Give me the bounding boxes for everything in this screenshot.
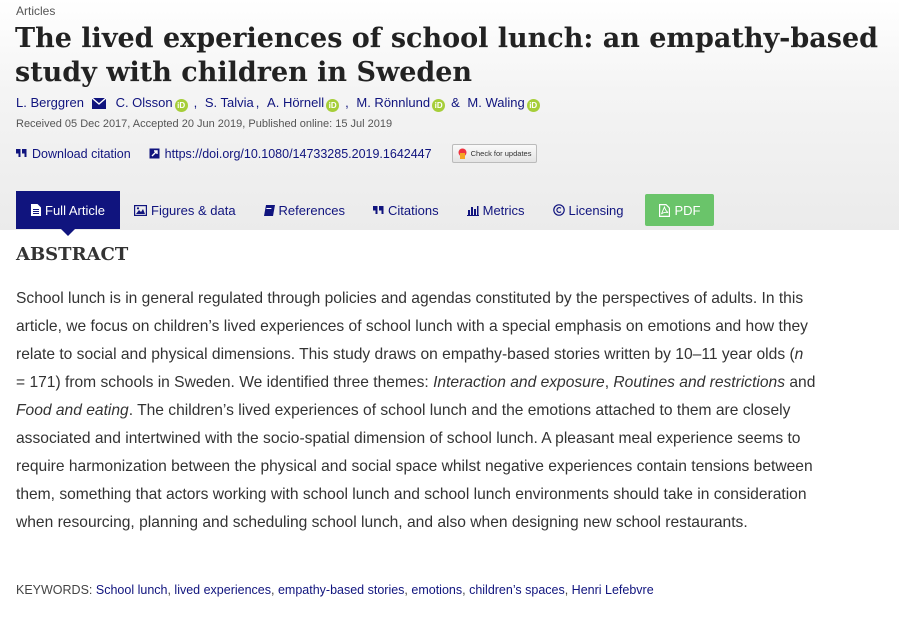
quote-icon	[16, 149, 27, 158]
tab-label[interactable]: Metrics	[482, 202, 525, 218]
keyword-link[interactable]: Henri Lefebvre	[571, 583, 654, 597]
article-links	[16, 144, 537, 163]
abstract-segment: and	[785, 374, 816, 391]
author-link[interactable]	[267, 95, 343, 112]
abstract-variable: n	[794, 346, 804, 363]
orcid-icon[interactable]: iD	[527, 99, 540, 112]
quote-icon	[373, 206, 384, 215]
check-for-updates-label[interactable]: Check for updates	[470, 149, 532, 158]
abstract-text	[16, 285, 816, 537]
mail-icon[interactable]	[92, 97, 106, 112]
orcid-icon[interactable]: iD	[326, 99, 339, 112]
tab-figures-data[interactable]	[120, 191, 250, 229]
tab-label[interactable]: References	[278, 202, 346, 218]
doi-link[interactable]	[149, 147, 432, 161]
author-link[interactable]	[205, 95, 254, 110]
author-name[interactable]: A. Hörnell	[267, 95, 325, 110]
author-separator: ,	[193, 95, 198, 110]
abstract-theme: Food and eating	[16, 402, 129, 419]
tab-licensing[interactable]	[539, 191, 638, 229]
abstract-segment: ,	[604, 374, 614, 391]
article-title: The lived experiences of school lunch: an empathy-based study with children in Sweden	[15, 23, 878, 88]
book-icon	[264, 205, 275, 216]
abstract-segment: . The children’s lived experiences of school lunch and the emotions attached to them are closely associated and intertwined with the socio-spatial dimension of school lunch. A pleasant meal experience seems to require harmonization between the physical and social space whilst negative experiences contain tensions between them, something that actors working with school lunch and school lunch environments should take in consideration when resourcing, planning and scheduling school lunch, and also when designing new school restaurants.	[16, 402, 813, 531]
author-name[interactable]: L. Berggren	[16, 95, 84, 110]
orcid-icon[interactable]: iD	[432, 99, 445, 112]
tab-label[interactable]: Full Article	[45, 202, 105, 218]
publication-history: Received 05 Dec 2017, Accepted 20 Jun 2019, Published online: 15 Jul 2019	[16, 118, 393, 130]
keyword-link[interactable]: lived experiences	[174, 583, 272, 597]
keyword-link[interactable]: School lunch	[95, 583, 168, 597]
abstract-theme: Routines and restrictions	[613, 374, 786, 391]
document-icon	[31, 204, 41, 216]
author-name[interactable]: C. Olsson	[115, 95, 173, 110]
abstract-segment: = 171) from schools in Sweden. We identified three themes:	[16, 374, 434, 391]
tab-pdf[interactable]	[645, 194, 714, 226]
author-link[interactable]	[467, 95, 543, 112]
image-icon	[134, 205, 147, 216]
tab-full-article[interactable]	[16, 191, 120, 229]
author-name[interactable]: S. Talvia	[204, 95, 254, 110]
tab-label[interactable]: Licensing	[568, 202, 624, 218]
author-link[interactable]	[16, 95, 84, 110]
author-list	[16, 95, 546, 112]
bar-chart-icon	[467, 205, 479, 216]
abstract-segment: School lunch is in general regulated through policies and agendas constituted by the perspectives of adults. In this article, we focus on children’s lived experiences of school lunch with a special emphasis on emotions and how they relate to social and physical dimensions. This study draws on empathy-based stories written by 10–11 year olds (	[16, 290, 808, 363]
download-citation-label[interactable]: Download citation	[32, 146, 131, 161]
external-link-icon	[149, 148, 160, 159]
keyword-link[interactable]: emotions	[411, 583, 463, 597]
author-link[interactable]	[356, 95, 449, 112]
abstract-heading: ABSTRACT	[16, 244, 129, 265]
tab-metrics[interactable]	[453, 191, 539, 229]
tab-citations[interactable]	[359, 191, 453, 229]
doi-label[interactable]: https://doi.org/10.1080/14733285.2019.1642447	[164, 146, 432, 161]
pdf-icon	[659, 204, 670, 217]
download-citation-link[interactable]	[16, 147, 131, 161]
tab-label[interactable]: Citations	[388, 202, 439, 218]
author-name[interactable]: M. Waling	[467, 95, 525, 110]
crossmark-icon	[458, 148, 467, 159]
author-name[interactable]: M. Rönnlund	[356, 95, 431, 110]
author-separator: &	[451, 95, 460, 110]
section-label: Articles	[16, 4, 56, 18]
author-separator: ,	[345, 95, 349, 110]
keyword-link[interactable]: children’s spaces	[469, 583, 565, 597]
keywords-label: KEYWORDS:	[16, 583, 93, 597]
author-separator: ,	[255, 95, 260, 110]
copyright-icon	[553, 204, 565, 216]
check-for-updates-button[interactable]	[452, 144, 538, 163]
keywords: KEYWORDS: School lunch, lived experiences, empathy-based stories, emotions, children’s spaces, Henri Lefebvre	[16, 583, 654, 597]
tab-label[interactable]: PDF	[674, 202, 701, 218]
tab-references[interactable]	[250, 191, 359, 229]
tab-label[interactable]: Figures & data	[151, 202, 236, 218]
keyword-link[interactable]: empathy-based stories	[277, 583, 405, 597]
author-link[interactable]	[116, 95, 192, 112]
orcid-icon[interactable]: iD	[175, 99, 188, 112]
abstract-theme: Interaction and exposure	[433, 374, 605, 391]
article-tabs	[16, 191, 714, 229]
